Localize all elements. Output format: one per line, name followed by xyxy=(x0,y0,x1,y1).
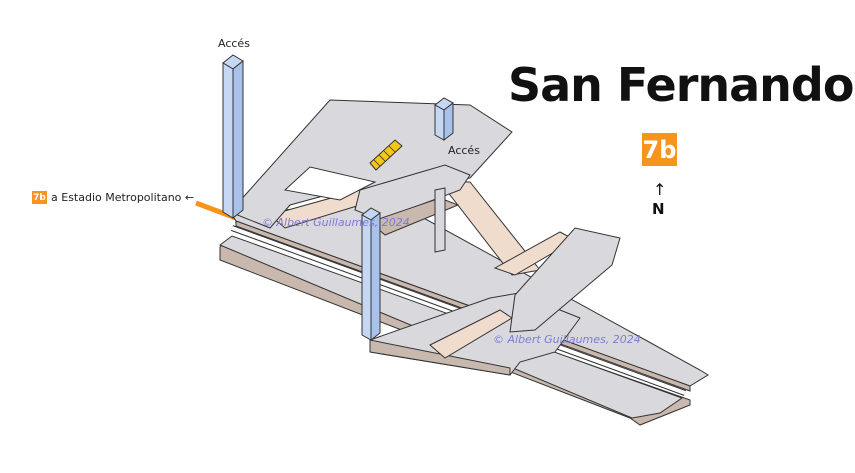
access-shaft-left xyxy=(223,55,243,218)
direction-line-badge: 7b xyxy=(33,192,46,203)
access-shaft-center xyxy=(435,98,453,140)
copyright-lower: © Albert Guillaumes, 2024 xyxy=(493,333,641,346)
access-label-center: Accés xyxy=(448,144,480,157)
north-arrow-icon: ↑ xyxy=(653,180,667,199)
access-label-left: Accés xyxy=(218,37,250,50)
direction-label: a Estadio Metropolitano ← xyxy=(51,191,195,204)
station-title: San Fernando xyxy=(508,58,854,112)
north-label: N xyxy=(652,200,665,218)
line-badge: 7b xyxy=(642,133,677,166)
copyright-upper: © Albert Guillaumes, 2024 xyxy=(262,216,410,229)
